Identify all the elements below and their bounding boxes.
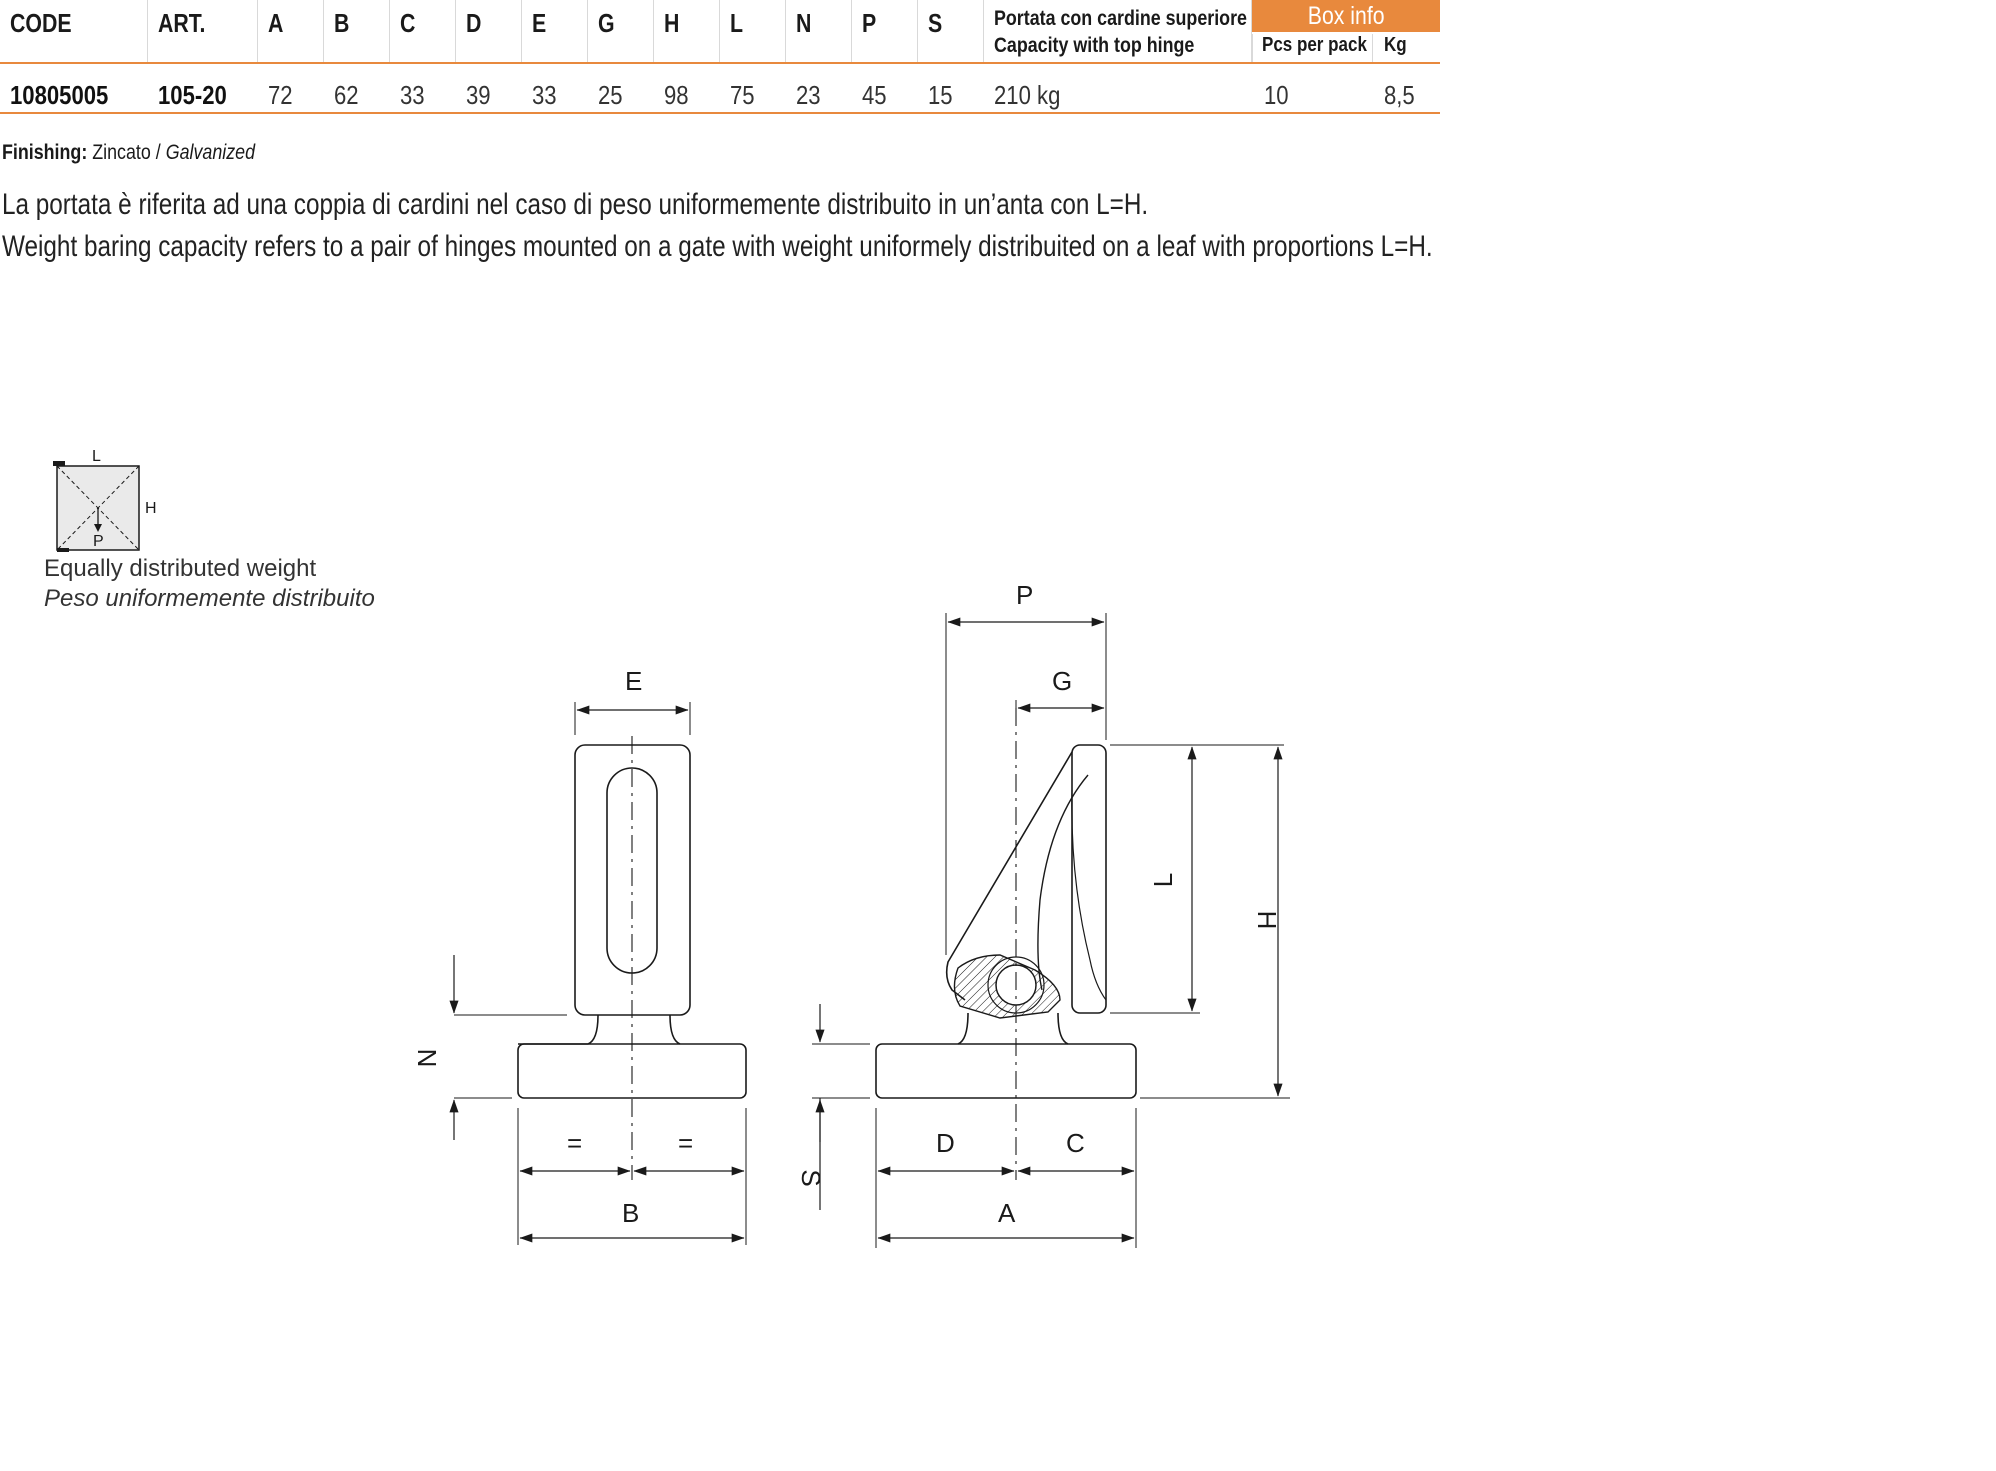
header-e: E bbox=[522, 0, 588, 62]
finishing-value-it: Zincato bbox=[92, 141, 151, 164]
header-code: CODE bbox=[0, 0, 148, 62]
note-italian: La portata è riferita ad una coppia di cardini nel caso di peso uniformemente distribuito in un’anta con L=H. bbox=[2, 188, 1149, 221]
label-e: E bbox=[625, 666, 643, 696]
label-c: C bbox=[1066, 1128, 1085, 1158]
label-equal-left: = bbox=[567, 1128, 583, 1158]
header-art: ART. bbox=[148, 0, 258, 62]
label-s: S bbox=[796, 1169, 826, 1187]
cell-h: 98 bbox=[664, 80, 689, 110]
cell-g: 25 bbox=[598, 80, 623, 110]
header-n: N bbox=[786, 0, 852, 62]
box-info-header: Box info bbox=[1252, 0, 1440, 32]
side-gusset-curve bbox=[1038, 775, 1088, 990]
capacity-header-it: Portata con cardine superiore bbox=[994, 7, 1247, 30]
legend-caption-it: Peso uniformemente distribuito bbox=[44, 585, 375, 612]
header-d: D bbox=[456, 0, 522, 62]
cell-capacity: 210 kg bbox=[994, 80, 1061, 110]
cell-code: 10805005 bbox=[10, 80, 109, 110]
side-vertical-plate bbox=[1072, 745, 1106, 1013]
label-h: H bbox=[1252, 910, 1282, 930]
label-n: N bbox=[412, 1048, 442, 1068]
capacity-header-en: Capacity with top hinge bbox=[994, 34, 1195, 57]
side-neck bbox=[958, 1013, 1068, 1044]
header-h: H bbox=[654, 0, 720, 62]
cell-art: 105-20 bbox=[158, 80, 227, 110]
cell-kg: 8,5 bbox=[1384, 80, 1415, 110]
label-g: G bbox=[1052, 666, 1073, 696]
cell-e: 33 bbox=[532, 80, 557, 110]
header-s: S bbox=[918, 0, 984, 62]
label-l: L bbox=[1148, 872, 1178, 888]
header-c: C bbox=[390, 0, 456, 62]
finishing-label: Finishing: bbox=[2, 141, 88, 164]
cell-n: 23 bbox=[796, 80, 821, 110]
legend-caption-en: Equally distributed weight bbox=[44, 555, 317, 582]
cell-s: 15 bbox=[928, 80, 953, 110]
note-english: Weight baring capacity refers to a pair of hinges mounted on a gate with weight uniformely distribuited on a leaf with proportions L=H. bbox=[2, 230, 1433, 263]
label-d: D bbox=[936, 1128, 955, 1158]
cell-b: 62 bbox=[334, 80, 359, 110]
side-gusset-inner bbox=[1072, 790, 1106, 1000]
label-p: P bbox=[1016, 580, 1034, 610]
cell-p: 45 bbox=[862, 80, 887, 110]
front-view bbox=[412, 666, 746, 1245]
finishing-separator: / bbox=[155, 141, 161, 164]
header-g: G bbox=[588, 0, 654, 62]
cell-c: 33 bbox=[400, 80, 425, 110]
finishing-value-en: Galvanized bbox=[165, 141, 255, 164]
legend-label-p: P bbox=[93, 533, 104, 550]
legend-label-l: L bbox=[92, 448, 101, 465]
cell-pcs-per-pack: 10 bbox=[1264, 80, 1289, 110]
cell-l: 75 bbox=[730, 80, 755, 110]
kg-header: Kg bbox=[1384, 34, 1407, 56]
label-a: A bbox=[998, 1198, 1016, 1228]
cell-a: 72 bbox=[268, 80, 293, 110]
side-base-plate bbox=[876, 1044, 1136, 1098]
pcs-per-pack-header: Pcs per pack bbox=[1262, 34, 1367, 56]
label-b: B bbox=[622, 1198, 640, 1228]
front-neck bbox=[518, 1015, 680, 1044]
legend-label-h: H bbox=[145, 500, 157, 517]
cell-d: 39 bbox=[466, 80, 491, 110]
header-p: P bbox=[852, 0, 918, 62]
label-equal-right: = bbox=[678, 1128, 694, 1158]
header-l: L bbox=[720, 0, 786, 62]
header-b: B bbox=[324, 0, 390, 62]
side-view bbox=[796, 580, 1290, 1248]
header-a: A bbox=[258, 0, 324, 62]
